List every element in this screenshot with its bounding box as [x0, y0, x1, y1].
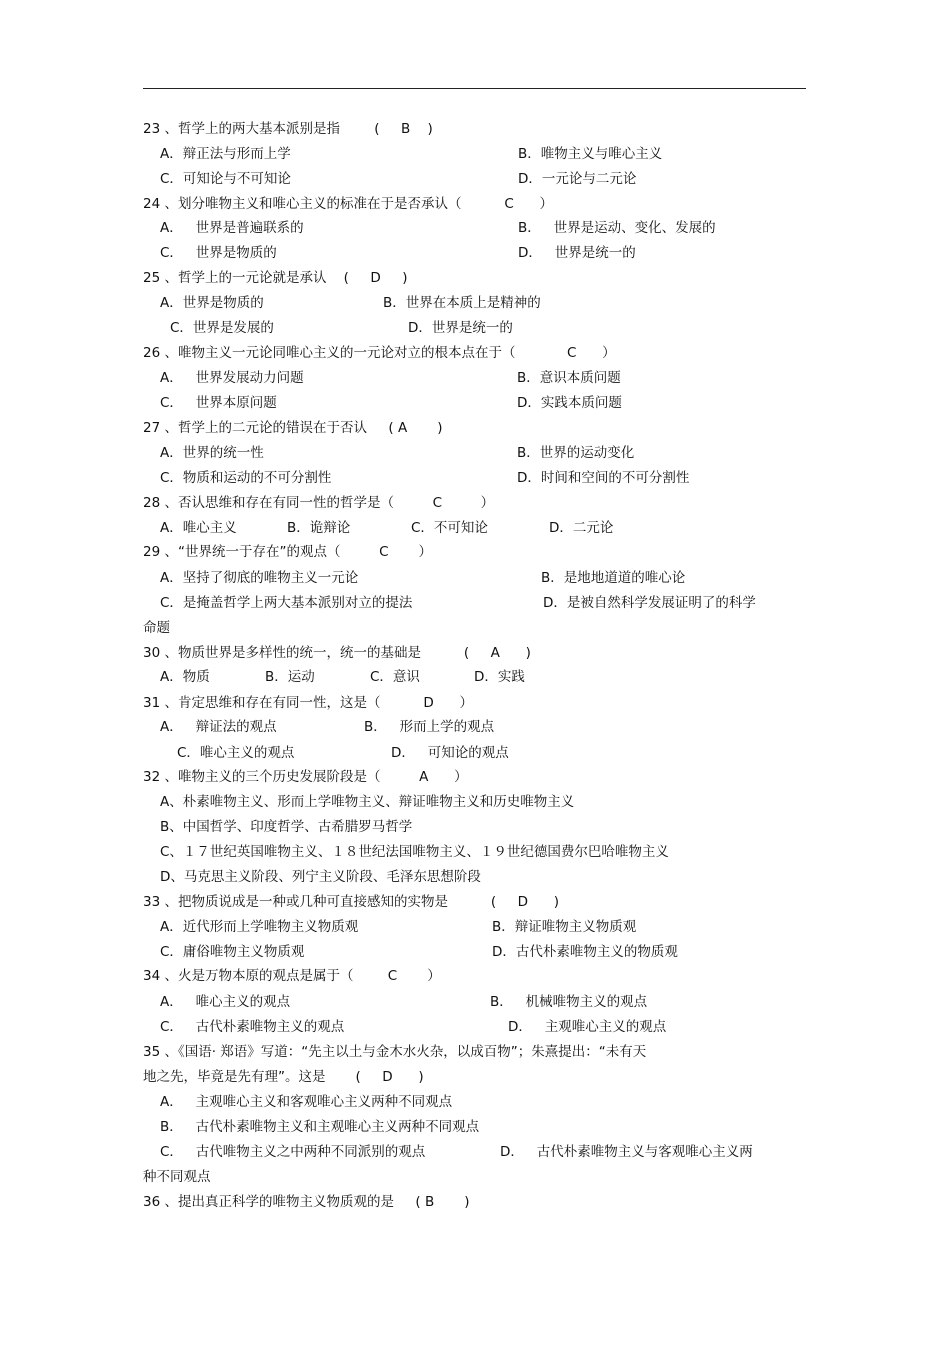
option-d: D．二元论: [549, 520, 614, 536]
option-a: A． 主观唯心主义和客观唯心主义两种不同观点: [160, 1094, 453, 1110]
option-d: D．一元论与二元论: [518, 171, 637, 187]
option-a: A．唯心主义: [160, 520, 237, 536]
option-c: C．庸俗唯物主义物质观: [160, 944, 305, 960]
question-27: 27 、哲学上的二元论的错误在于否认 ( A ): [143, 420, 443, 436]
question-26: 26 、唯物主义一元论同唯心主义的一元论对立的根本点在于（ C ）: [143, 345, 616, 361]
option-b: B． 世界是运动、变化、发展的: [518, 220, 716, 236]
question-34: 34 、火是万物本原的观点是属于（ C ）: [143, 968, 441, 984]
option-b: B． 形而上学的观点: [364, 719, 495, 735]
option-a: A．坚持了彻底的唯物主义一元论: [160, 570, 359, 586]
question-29: 29 、“世界统一于存在”的观点（ C ）: [143, 544, 433, 560]
option-a: A．世界是物质的: [160, 295, 264, 311]
question-28: 28 、否认思维和存在有同一性的哲学是（ C ）: [143, 495, 495, 511]
option-d: D．是被自然科学发展证明了的科学: [543, 595, 756, 611]
option-b: B．诡辩论: [287, 520, 351, 536]
option-a: A． 世界发展动力问题: [160, 370, 304, 386]
option-b: B．是地地道道的唯心论: [541, 570, 686, 586]
question-33: 33 、把物质说成是一种或几种可直接感知的实物是 ( D ): [143, 894, 560, 910]
option-b: B．意识本质问题: [517, 370, 621, 386]
question-24: 24 、划分唯物主义和唯心主义的标准在于是否承认（ C ）: [143, 196, 554, 212]
option-a: A． 唯心主义的观点: [160, 994, 291, 1010]
question-35: 35 、《国语· 郑语》写道：“先主以土与金木水火杂，以成百物”；朱熹提出：“未有天: [143, 1044, 647, 1060]
option-d-continued: 命题: [143, 620, 170, 636]
option-c: C．可知论与不可知论: [160, 171, 291, 187]
option-b: B．辩证唯物主义物质观: [492, 919, 637, 935]
question-30: 30 、物质世界是多样性的统一，统一的基础是 ( A ): [143, 645, 531, 661]
option-c: C．意识: [370, 669, 420, 685]
option-d: D． 可知论的观点: [391, 745, 509, 761]
question-31: 31 、肯定思维和存在有同一性，这是（ D ）: [143, 695, 474, 711]
option-a: A．世界的统一性: [160, 445, 264, 461]
option-a: A．辩正法与形而上学: [160, 146, 291, 162]
option-b: B．运动: [265, 669, 315, 685]
option-d: D．古代朴素唯物主义的物质观: [492, 944, 678, 960]
option-d: D． 世界是统一的: [518, 245, 636, 261]
option-d: D．实践本质问题: [517, 395, 622, 411]
question-35-continued: 地之先，毕竟是先有理”。这是 ( D ): [143, 1069, 424, 1085]
option-d: D．世界是统一的: [408, 320, 513, 336]
option-b: B． 古代朴素唯物主义和主观唯心主义两种不同观点: [160, 1119, 480, 1135]
option-d: D．时间和空间的不可分割性: [517, 470, 690, 486]
option-b: B．唯物主义与唯心主义: [518, 146, 663, 162]
question-36: 36 、提出真正科学的唯物主义物质观的是 ( B ): [143, 1194, 470, 1210]
option-b: B．世界的运动变化: [517, 445, 635, 461]
question-23: 23 、哲学上的两大基本派别是指 ( B ): [143, 121, 433, 137]
option-d: D．实践: [474, 669, 525, 685]
option-c: C．是掩盖哲学上两大基本派别对立的提法: [160, 595, 413, 611]
option-d: D． 古代朴素唯物主义与客观唯心主义两: [500, 1144, 753, 1160]
question-32: 32 、唯物主义的三个历史发展阶段是（ A ）: [143, 769, 468, 785]
option-d: D、马克思主义阶段、列宁主义阶段、毛泽东思想阶段: [160, 869, 481, 885]
option-c: C． 古代朴素唯物主义的观点: [160, 1019, 345, 1035]
option-c: C．不可知论: [411, 520, 488, 536]
option-b: B． 机械唯物主义的观点: [490, 994, 648, 1010]
option-c: C．唯心主义的观点: [177, 745, 295, 761]
option-b: B．世界在本质上是精神的: [383, 295, 541, 311]
option-a: A． 辩证法的观点: [160, 719, 277, 735]
option-c: C． 世界是物质的: [160, 245, 277, 261]
option-a: A．近代形而上学唯物主义物质观: [160, 919, 359, 935]
option-a: A． 世界是普遍联系的: [160, 220, 304, 236]
option-a: A．物质: [160, 669, 210, 685]
option-c: C． 古代唯物主义之中两种不同派别的观点: [160, 1144, 426, 1160]
option-c: C、１７世纪英国唯物主义、１８世纪法国唯物主义、１９世纪德国费尔巴哈唯物主义: [160, 844, 669, 860]
option-c: C． 世界本原问题: [160, 395, 277, 411]
option-b: B、中国哲学、印度哲学、古希腊罗马哲学: [160, 819, 413, 835]
option-d-continued: 种不同观点: [143, 1169, 211, 1185]
question-25: 25 、哲学上的一元论就是承认 ( D ): [143, 270, 408, 286]
option-c: C．物质和运动的不可分割性: [160, 470, 332, 486]
option-c: C．世界是发展的: [170, 320, 274, 336]
option-a: A、朴素唯物主义、形而上学唯物主义、辩证唯物主义和历史唯物主义: [160, 794, 575, 810]
option-d: D． 主观唯心主义的观点: [508, 1019, 667, 1035]
